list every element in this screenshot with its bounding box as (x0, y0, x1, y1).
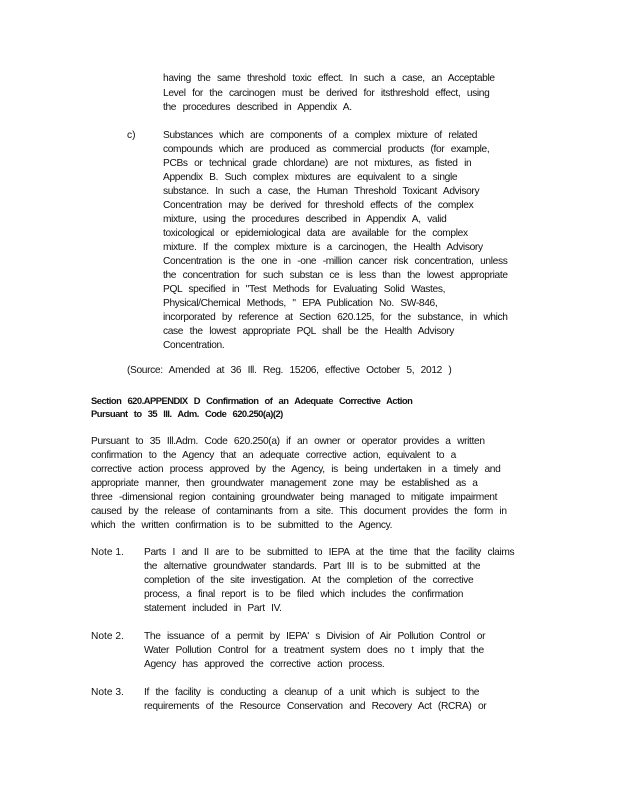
text-line: Level for the carcinogen must be derived for itsthreshold effect, using (163, 88, 490, 99)
note-label: Note 1. (91, 547, 124, 558)
text-line: Physical/Chemical Methods, " EPA Publication No. SW-846, (163, 298, 438, 309)
text-line: incorporated by reference at Section 620.125, for the substance, in which (163, 312, 508, 323)
text-line: completion of the site investigation. At the completion of the corrective (144, 575, 474, 586)
section-heading: Section 620.APPENDIX D Confirmation of an Adequate Corrective Action (91, 395, 413, 406)
text-line: requirements of the Resource Conservation and Recovery Act (RCRA) or (144, 701, 487, 712)
text-line: toxicological or epidemiological data are available for the complex (163, 228, 468, 239)
text-line: caused by the release of contaminants from a site. This document provides the form in (91, 506, 507, 517)
text-line: Appendix B. Such complex mixtures are equivalent to a single (163, 172, 458, 183)
text-line: compounds which are produced as commercial products (for example, (163, 144, 490, 155)
text-line: case the lowest appropriate PQL shall be the Health Advisory (163, 326, 454, 337)
text-line: Substances which are components of a complex mixture of related (163, 130, 478, 141)
text-line: Water Pollution Control for a treatment system does no t imply that the (144, 645, 484, 656)
source-note: (Source: Amended at 36 Ill. Reg. 15206, effective October 5, 2012 ) (127, 365, 452, 376)
text-line: confirmation to the Agency that an adequate corrective action, equivalent to a (91, 450, 456, 461)
text-line: process, a final report is to be filed which includes the confirmation (144, 589, 464, 600)
text-line: which the written confirmation is to be submitted to the Agency. (91, 520, 393, 531)
item-label: c) (127, 130, 136, 141)
text-line: substance. In such a case, the Human Threshold Toxicant Advisory (163, 186, 480, 197)
text-line: corrective action process approved by the Agency, is being undertaken in a timely and (91, 464, 501, 475)
text-line: mixture. If the complex mixture is a carcinogen, the Health Advisory (163, 242, 483, 253)
text-line: Concentration. (163, 340, 225, 351)
text-line: Parts I and II are to be submitted to IEPA at the time that the facility claims (144, 547, 515, 558)
text-line: Agency has approved the corrective action process. (144, 659, 385, 670)
text-line: the procedures described in Appendix A. (163, 102, 352, 113)
text-line: Pursuant to 35 Ill.Adm. Code 620.250(a) if an owner or operator provides a written (91, 436, 485, 447)
text-line: PQL specified in "Test Methods for Evaluating Solid Wastes, (163, 284, 446, 295)
text-line: Concentration may be derived for threshold effects of the complex (163, 200, 474, 211)
text-line: The issuance of a permit by IEPA' s Division of Air Pollution Control or (144, 631, 486, 642)
text-line: appropriate manner, then groundwater management zone may be established as a (91, 478, 478, 489)
text-line: statement included in Part IV. (144, 603, 282, 614)
text-line: mixture, using the procedures described in Appendix A, valid (163, 214, 447, 225)
text-line: Concentration is the one in -one -million cancer risk concentration, unless (163, 256, 508, 267)
text-line: PCBs or technical grade chlordane) are not mixtures, as fisted in (163, 158, 472, 169)
text-line: the alternative groundwater standards. Part III is to be submitted at the (144, 561, 481, 572)
text-line: having the same threshold toxic effect. In such a case, an Acceptable (163, 73, 495, 84)
section-heading: Pursuant to 35 Ill. Adm. Code 620.250(a)(2) (91, 408, 283, 419)
text-line: If the facility is conducting a cleanup of a unit which is subject to the (144, 687, 480, 698)
note-label: Note 3. (91, 687, 124, 698)
note-label: Note 2. (91, 631, 124, 642)
text-line: the concentration for such substan ce is less than the lowest appropriate (163, 270, 508, 281)
text-line: three -dimensional region containing groundwater being managed to mitigate impairment (91, 492, 498, 503)
